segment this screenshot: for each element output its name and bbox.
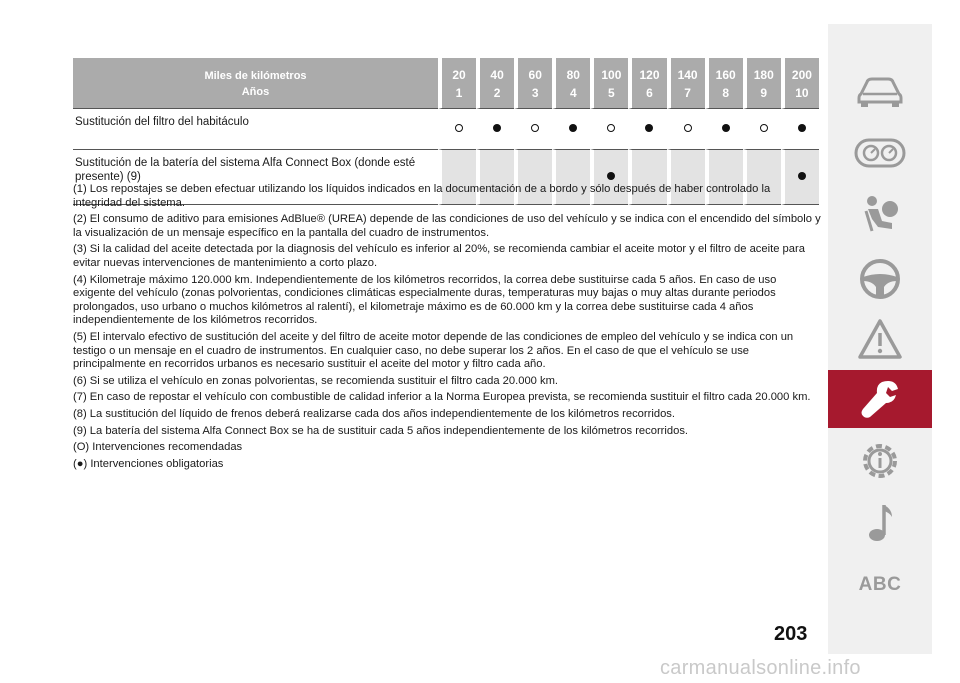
header-year-cell: 2 [476,84,514,108]
legend-recommended: (O) Intervenciones recomendadas [73,441,243,454]
chapter-sidebar [828,24,932,654]
footnote: (9) La batería del sistema Alfa Connect Box se ha de sustituir cada 5 años independientemente de los kilómetros recorridos. [73,424,689,437]
interval-cell [476,108,514,149]
footnote: (2) El consumo de aditivo para emisiones AdBlue® (UREA) depende de las condiciones de uso del vehículo y se indica con el encendido del símbolo y la visualización de un mensaje específico en la pantalla del cuadro de instrumentos. [73,213,821,239]
dashboard-gauge-icon[interactable] [828,124,932,182]
header-year-cell: 6 [628,84,666,108]
header-year-cell: 7 [667,84,705,108]
legend-mandatory: (●) Intervenciones obligatorias [73,457,224,470]
header-km-cell: 20 [438,58,476,84]
header-year-cell: 10 [781,84,819,108]
footnote: (3) Si la calidad del aceite detectada por la diagnosis del vehículo es inferior al 20%, se recomienda cambiar el aceite motor y el filtro de aceite para evitar nuevas intervenciones de mantenimiento a corto plazo. [73,243,805,269]
header-km-cell: 100 [590,58,628,84]
mandatory-mark [798,172,806,180]
header-year-cell: 4 [552,84,590,108]
mandatory-mark [798,124,806,132]
header-year-cell: 8 [705,84,743,108]
mandatory-mark [569,124,577,132]
warning-triangle-icon[interactable] [828,310,932,368]
footnote: (6) Si se utiliza el vehículo en zonas polvorientas, se recomienda sustituir el filtro cada 20.000 km. [73,374,559,387]
music-note-icon[interactable] [828,494,932,552]
recommended-mark [760,124,768,132]
interval-cell [781,108,819,149]
car-icon[interactable] [828,62,932,120]
watermark: carmanualsonline.info [660,657,861,679]
gear-info-icon[interactable] [828,432,932,490]
header-year-cell: 5 [590,84,628,108]
footnote: (7) En caso de repostar el vehículo con combustible de calidad inferior a la Norma Europea prevista, se recomienda sustituir el filtro cada 20.000 km. [73,391,811,404]
page-number: 203 [774,623,808,645]
recommended-mark [455,124,463,132]
interval-cell [743,108,781,149]
recommended-mark [684,124,692,132]
airbag-seat-icon[interactable] [828,186,932,244]
interval-cell [514,108,552,149]
interval-cell [590,108,628,149]
interval-cell [438,108,476,149]
header-km-cell: 120 [628,58,666,84]
table-row [73,108,819,149]
footnote: (4) Kilometraje máximo 120.000 km. Independientemente de los kilómetros recorridos, la correa debe sustituirse cada 5 años. En caso de uso exigente del vehículo (zonas polvorientas, condiciones climáticas especialmente duras, temperaturas muy bajas o muy altas durante periodos prolongados, uso urbano o muchos kilómetros al ralentí), el kilometraje máximo es de 60.000 km y la correa debe sustituirse cada 4 años independientemente de los kilómetros recorridos. [73,273,777,327]
header-km-cell: 40 [476,58,514,84]
row-label: Sustitución del filtro del habitáculo [73,108,438,149]
interval-cell [552,108,590,149]
abc-index-icon[interactable] [828,556,932,614]
footnote: (5) El intervalo efectivo de sustitución del aceite y del filtro de aceite motor depende de las condiciones de empleo del vehículo y se indica con un testigo o un mensaje en el cuadro de instrumentos. En cualquier caso, no debe superar los 2 años. En el caso de que el vehículo se use principalmente en recorridos urbanos es necesario sustituir el aceite del motor y filtro cada año. [73,330,794,371]
footnote: (1) Los repostajes se deben efectuar utilizando los líquidos indicados en la documentación de a bordo y sólo después de haber controlado la integridad del sistema. [73,183,771,209]
footnote: (8) La sustitución del líquido de frenos deberá realizarse cada dos años independientemente de los kilómetros recorridos. [73,407,675,420]
mandatory-mark [722,124,730,132]
recommended-mark [607,124,615,132]
mandatory-mark [645,124,653,132]
steering-wheel-icon[interactable] [828,250,932,308]
row-label: Sustitución de la batería del sistema Alfa Connect Box (donde esté presente) (9) [73,149,438,205]
header-year-cell: 9 [743,84,781,108]
header-km-cell: 60 [514,58,552,84]
interval-cell [705,108,743,149]
header-year-cell: 3 [514,84,552,108]
header-years-label: Años [73,84,438,108]
header-km-cell: 160 [705,58,743,84]
header-km-cell: 140 [667,58,705,84]
header-km-label: Miles de kilómetros [73,58,438,84]
recommended-mark [531,124,539,132]
wrench-icon[interactable] [828,370,932,428]
interval-cell [628,108,666,149]
mandatory-mark [493,124,501,132]
header-km-cell: 180 [743,58,781,84]
header-year-cell: 1 [438,84,476,108]
header-km-cell: 200 [781,58,819,84]
abc-label: ABC [858,574,902,595]
footnotes [73,183,821,474]
header-row-years [73,84,819,108]
interval-cell [667,108,705,149]
header-row-km [73,58,819,84]
header-km-cell: 80 [552,58,590,84]
mandatory-mark [607,172,615,180]
